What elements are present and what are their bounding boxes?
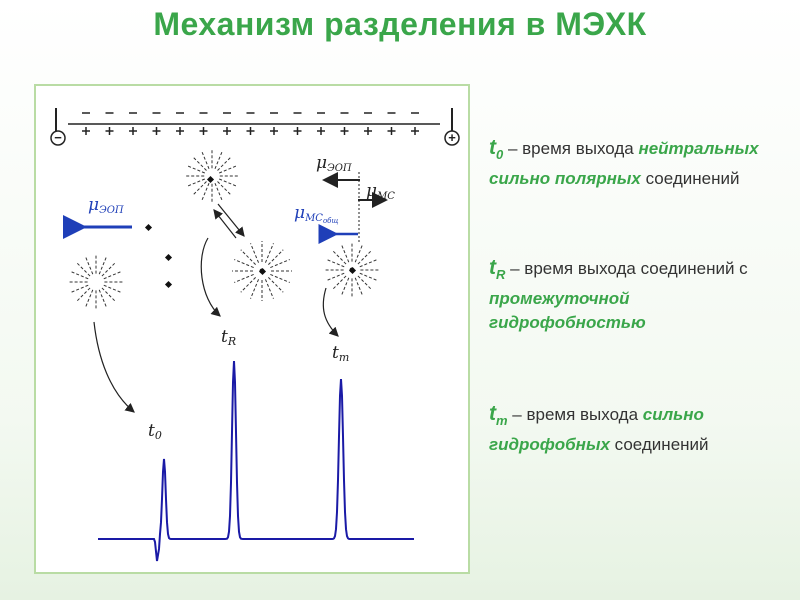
solute-dot: [259, 268, 266, 275]
svg-text:+: +: [448, 130, 456, 145]
plain-text: – время выхода: [503, 139, 639, 158]
slide-title: Механизм разделения в МЭХК: [153, 6, 647, 42]
description-tR: [489, 256, 789, 335]
positive-electrode: [445, 130, 459, 145]
mu-eop-right-label: μЭОП: [316, 153, 352, 174]
plain-text: – время выхода соединений с: [505, 259, 748, 278]
micelles: [68, 150, 380, 310]
highlight-text: сильно гидрофобных: [489, 405, 704, 455]
description-tm: [489, 402, 789, 457]
time-symbol: $t_m$: [489, 402, 508, 429]
mu-ms-label: μМС: [366, 181, 395, 202]
solute-dot: [165, 281, 172, 288]
micelle: [186, 150, 238, 202]
solute-dot: [145, 224, 152, 231]
fall-arrow-tR: [201, 238, 220, 316]
exchange-arrow: [214, 210, 236, 238]
mu-ms-total-label: μМСобщ: [294, 203, 339, 225]
plain-text: соединений: [609, 435, 709, 455]
plain-text: – время выхода: [507, 405, 643, 424]
mu-eop-left-label: μЭОП: [88, 195, 124, 216]
fall-arrow-t0: [94, 322, 134, 412]
solute-dot: [349, 267, 356, 274]
highlight-text: промежуточной гидрофобностью: [489, 289, 646, 333]
highlight-text: нейтральных сильно полярных: [489, 139, 759, 189]
electropherogram-trace: [98, 361, 414, 561]
micelle: [68, 254, 124, 310]
time-symbol: $t_0$: [489, 136, 504, 163]
time-symbol: $t_R$: [489, 256, 506, 283]
peak-label-t0: t0: [148, 421, 162, 442]
svg-text:−: −: [54, 130, 62, 145]
peak-label-tR: tR: [221, 327, 237, 348]
solute-dot: [207, 176, 214, 183]
diagram-canvas: [36, 86, 472, 576]
fall-arrow-tm: [323, 288, 338, 336]
solute-dot: [165, 254, 172, 261]
description-t0: [489, 136, 789, 191]
negative-electrode: [51, 130, 65, 145]
separation-diagram: [34, 84, 470, 574]
peak-label-tm: tm: [332, 343, 350, 364]
plain-text: соединений: [640, 169, 740, 189]
